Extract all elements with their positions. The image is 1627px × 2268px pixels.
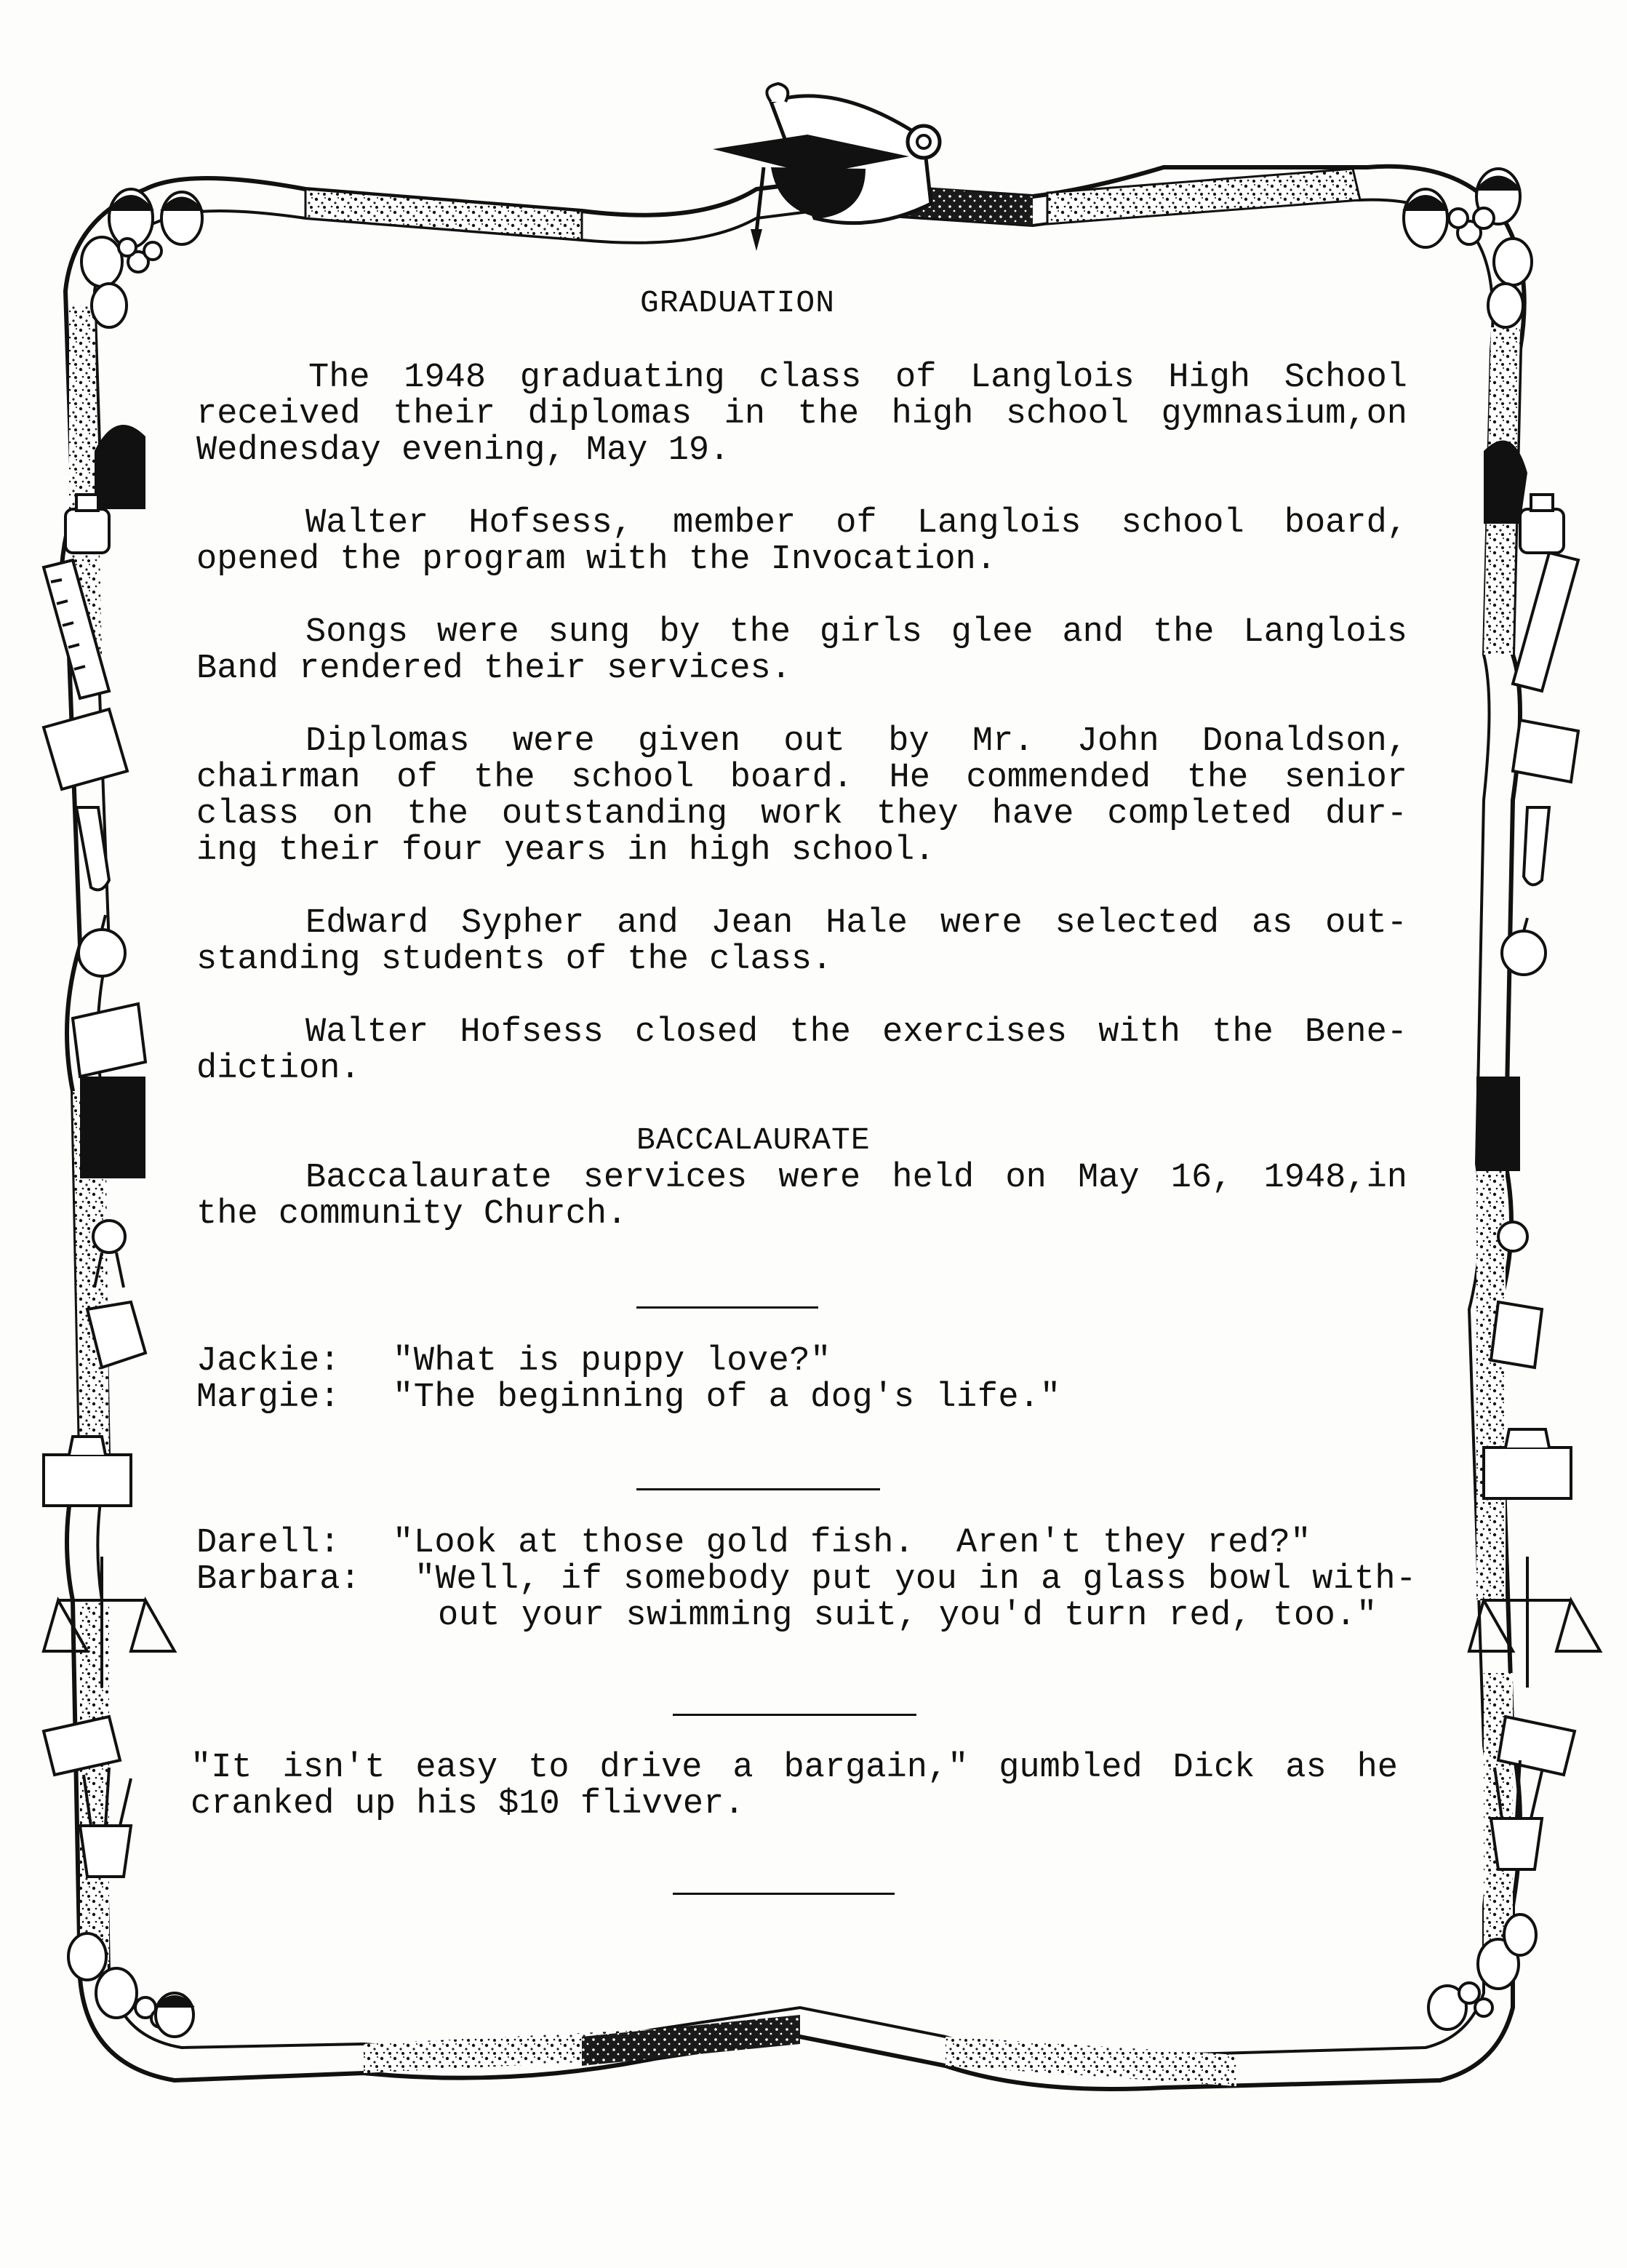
baccalaureate-heading: BACCALAURATE (636, 1122, 871, 1158)
section-divider (636, 1488, 880, 1490)
graduation-p6-line2: diction. (196, 1050, 361, 1088)
graduation-p1-line1: The 1948 graduating class of Langlois High School (308, 359, 1407, 397)
joke2-speaker1: Darell: (196, 1524, 340, 1562)
joke2-line2a: "Well, if somebody put you in a glass bowl with- (415, 1560, 1417, 1599)
graduation-p3-line2: Band rendered their services. (196, 650, 791, 688)
graduation-p4-line3: class on the outstanding work they have completed dur- (196, 795, 1407, 834)
joke1-line1: "What is puppy love?" (393, 1342, 831, 1381)
joke1-speaker1: Jackie: (196, 1342, 340, 1381)
joke2-speaker2: Barbara: (196, 1560, 361, 1599)
graduation-p2-line1: Walter Hofsess, member of Langlois school board, (305, 504, 1407, 543)
graduation-p1-line2: received their diplomas in the high school gymnasium,on (196, 395, 1407, 434)
joke3-line1: "It isn't easy to drive a bargain," gumbled Dick as he (191, 1749, 1398, 1787)
joke3-line2: cranked up his $10 flivver. (191, 1785, 745, 1824)
graduation-p5-line2: standing students of the class. (196, 941, 833, 979)
joke1-line2: "The beginning of a dog's life." (393, 1378, 1061, 1417)
joke1-speaker2: Margie: (196, 1378, 340, 1417)
joke2-line2b: out your swimming suit, you'd turn red, too." (438, 1597, 1378, 1635)
baccalaureate-line2: the community Church. (196, 1195, 628, 1234)
graduation-p4-line1: Diplomas were given out by Mr. John Donaldson, (305, 722, 1407, 761)
graduation-p4-line4: ing their four years in high school. (196, 831, 935, 870)
graduation-p1-line3: Wednesday evening, May 19. (196, 431, 730, 470)
section-divider (673, 1893, 895, 1895)
graduation-p4-line2: chairman of the school board. He commended the senior (196, 759, 1407, 797)
graduation-p2-line2: opened the program with the Invocation. (196, 540, 996, 579)
graduation-p6-line1: Walter Hofsess closed the exercises with the Bene- (305, 1013, 1407, 1052)
section-divider (636, 1306, 818, 1309)
graduation-heading: GRADUATION (640, 285, 836, 321)
joke2-line1: "Look at those gold fish. Aren't they red?" (393, 1524, 1312, 1562)
baccalaureate-line1: Baccalaurate services were held on May 16, 1948,in (305, 1159, 1407, 1197)
section-divider (673, 1714, 916, 1716)
graduation-p5-line1: Edward Sypher and Jean Hale were selected as out- (305, 904, 1407, 943)
graduation-p3-line1: Songs were sung by the girls glee and the Langlois (305, 613, 1407, 652)
